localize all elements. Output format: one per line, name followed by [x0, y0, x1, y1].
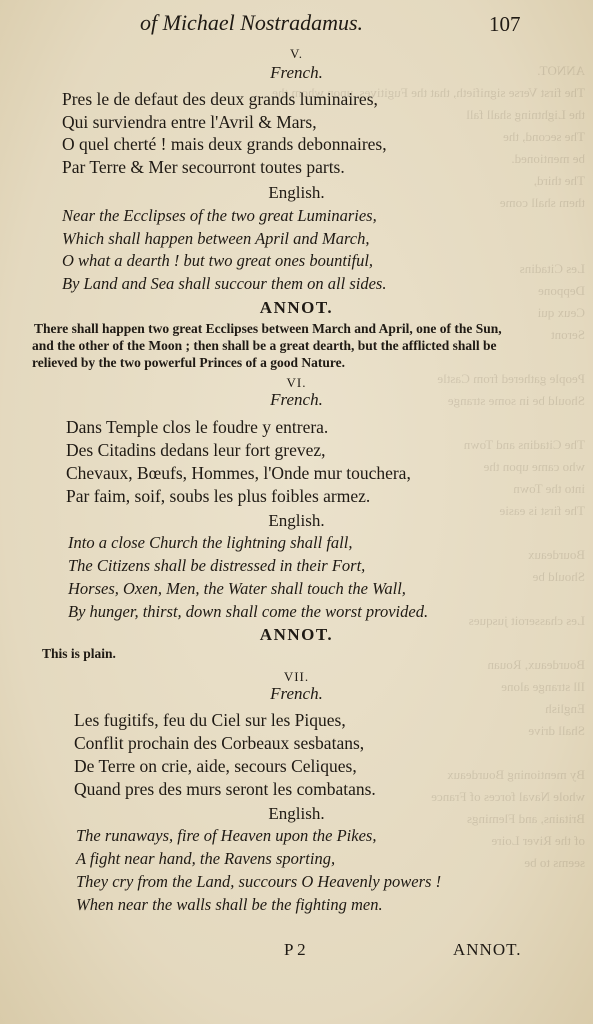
english-verse-line: By hunger, thirst, down shall come the worst provided. — [68, 602, 429, 621]
annotation-heading: ANNOT. — [259, 625, 334, 644]
annotation-line: There shall happen two great Ecclipses between March and April, one of the Sun, — [34, 321, 502, 336]
french-heading: French. — [270, 684, 323, 703]
english-verse-line: Near the Ecclipses of the two great Luminaries, — [62, 206, 377, 225]
french-verse-line: Par faim, soif, soubs les plus foibles armez. — [66, 486, 371, 506]
english-verse-line: O what a dearth ! but two great ones bountiful, — [62, 251, 374, 270]
french-verse-line: Par Terre & Mer secourront toutes parts. — [62, 157, 345, 177]
english-heading: English. — [268, 511, 325, 530]
english-verse-line: When near the walls shall be the fighting men. — [76, 895, 383, 914]
running-title: of Michael Nostradamus. — [140, 10, 364, 35]
french-verse-line: Dans Temple clos le foudre y entrera. — [66, 417, 329, 437]
catchword: ANNOT. — [453, 940, 522, 959]
running-header — [0, 8, 593, 40]
english-verse-line: Into a close Church the lightning shall fall, — [68, 533, 353, 552]
annotation-line: and the other of the Moon ; then shall be a great dearth, but the afflicted shall be — [32, 338, 497, 353]
english-verse-line: The Citizens shall be distressed in their Fort, — [68, 556, 366, 575]
quatrain-number: VII. — [283, 669, 310, 684]
french-heading: French. — [270, 390, 323, 409]
english-heading: English. — [268, 804, 325, 823]
english-verse-line: The runaways, fire of Heaven upon the Pikes, — [76, 826, 377, 845]
english-verse-line: A fight near hand, the Ravens sporting, — [76, 849, 336, 868]
quatrain-number: VI. — [286, 375, 307, 390]
quatrain-number: V. — [290, 46, 303, 61]
show-through-text: ANNOT. The first Verse signifieth, that the Fugitives, upon whom the the Lightning shall fall The second, the be mentioned. The third, them shall come Les Citadins Deppone Ceux qui Seront People gathered from Castle Should be in some strange The Citadins and Town who came upon the into the Town The first is easie Bourdeaux Should be Les chasseroit jusques Bourdeaux, Rouan Ill strange alone English Shall drive By mentioning Bourdeaux whole Naval forces of France Britains, and Flemings of the River Loire seems to be — [272, 63, 585, 870]
english-heading: English. — [268, 183, 325, 202]
french-verse-line: Chevaux, Bœufs, Hommes, l'Onde mur touchera, — [66, 463, 411, 483]
english-verse-line: They cry from the Land, succours O Heavenly powers ! — [76, 872, 442, 891]
french-verse-line: Les fugitifs, feu du Ciel sur les Piques, — [74, 710, 346, 730]
french-verse-line: Des Citadins dedans leur fort grevez, — [66, 440, 326, 460]
french-verse-line: Quand pres des murs seront les combatans. — [74, 779, 376, 799]
french-verse-line: Pres le de defaut des deux grands luminaires, — [62, 89, 378, 109]
french-verse-line: Conflit prochain des Corbeaux sesbatans, — [74, 733, 365, 753]
annotation-line: This is plain. — [42, 646, 116, 661]
page-number: 107 — [489, 12, 521, 36]
french-verse-line: De Terre on crie, aide, secours Celiques, — [74, 756, 357, 776]
annotation-line: relieved by the two powerful Princes of a good Nature. — [32, 355, 345, 370]
french-verse-line: O quel cherté ! mais deux grands debonnaires, — [62, 134, 387, 154]
signature-mark: P 2 — [284, 940, 306, 959]
english-verse-line: By Land and Sea shall succour them on all sides. — [62, 274, 387, 293]
french-heading: French. — [270, 63, 323, 82]
annotation-heading: ANNOT. — [259, 298, 334, 317]
english-verse-line: Which shall happen between April and March, — [62, 229, 370, 248]
english-verse-line: Horses, Oxen, Men, the Water shall touch the Wall, — [68, 579, 406, 598]
french-verse-line: Qui surviendra entre l'Avril & Mars, — [62, 112, 317, 132]
